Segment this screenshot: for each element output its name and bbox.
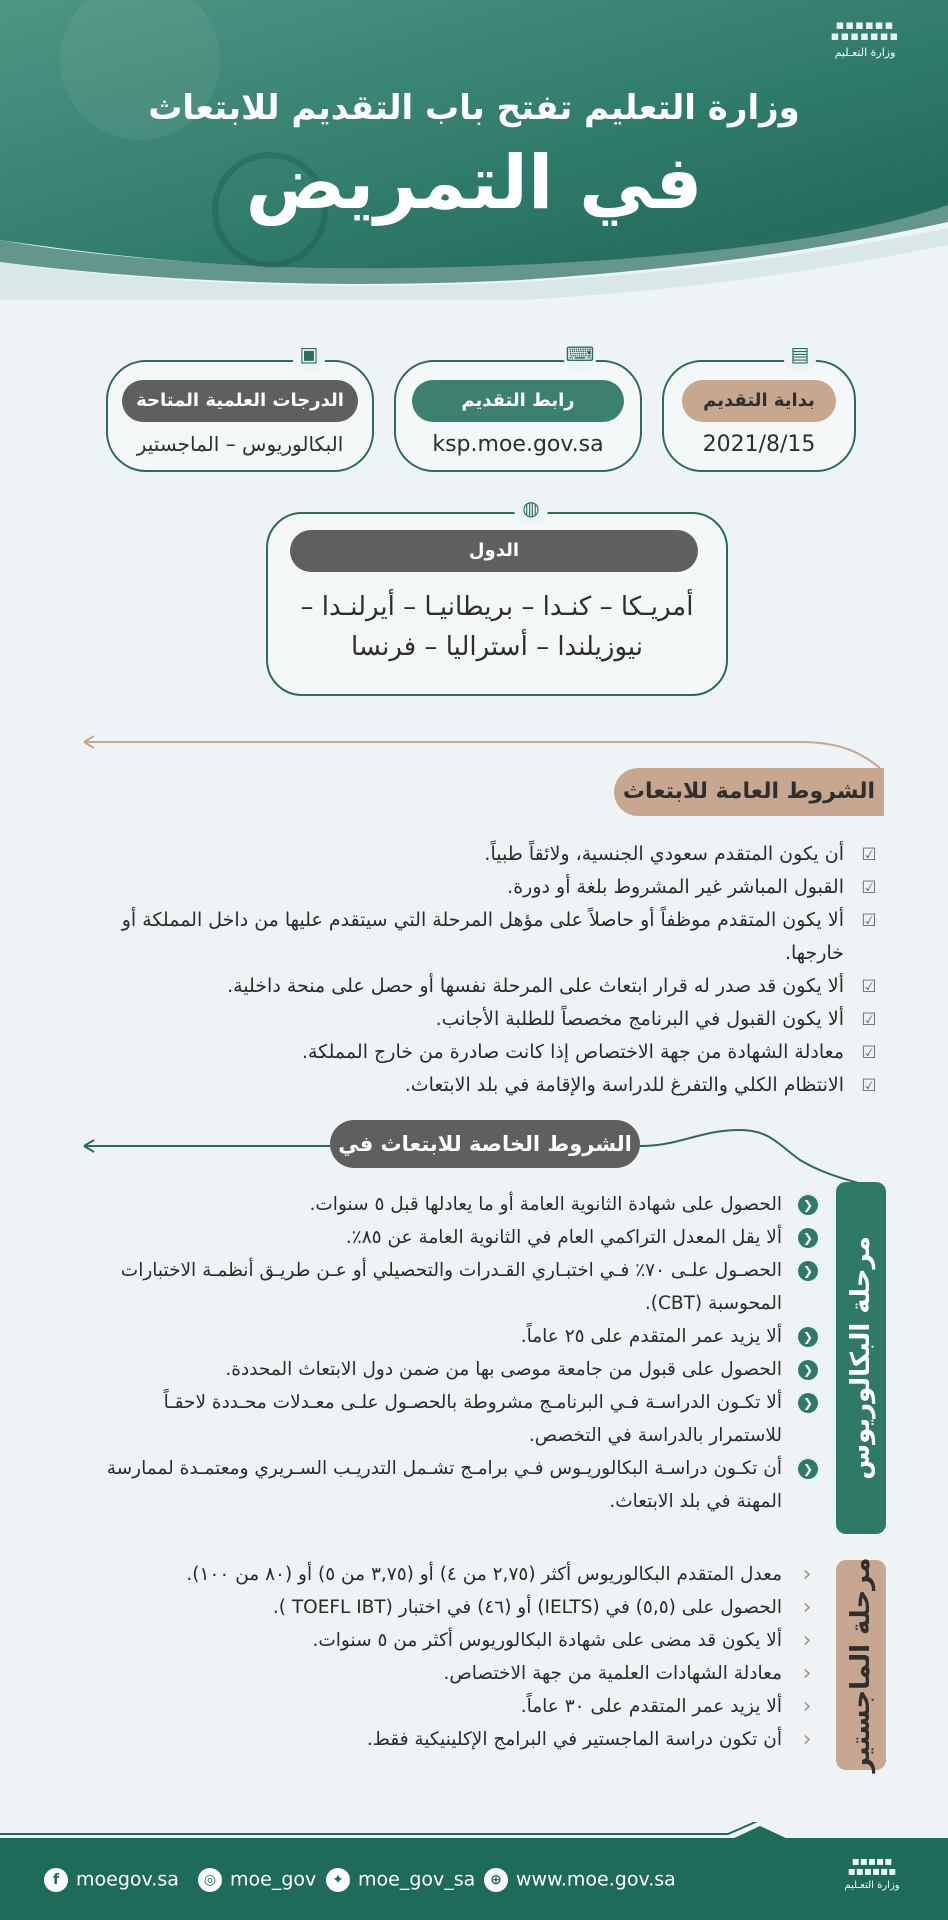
chevron-left-icon: ‹ [802,1661,812,1686]
check-icon: ☑ [861,1043,877,1063]
chevron-circle-icon: ❮ [798,1327,818,1347]
start-date-card [662,360,856,472]
logo-dots-icon: ▪▪▪▪▪ ▪▪▪▪▪▪ [847,1854,897,1878]
chevron-circle-icon: ❮ [798,1195,818,1215]
ministry-logo [820,20,910,59]
chevron-circle-icon: ❮ [798,1459,818,1479]
special-conditions-title: الشروط الخاصة للابتعاث في [330,1120,640,1168]
check-icon: ☑ [861,878,877,898]
instagram-icon: ◎ [198,1868,222,1892]
general-conditions-list [90,838,880,1102]
chevron-left-icon: ‹ [802,1727,812,1752]
list-item: ‹ الحصول على (٥,٥) في (IELTS) أو (٤٦) في اختبار (TOEFL IBT ). [96,1591,818,1624]
bachelor-conditions-list [96,1188,818,1518]
list-item: ❮ الحصول على قبول من جامعة موصى بها من ضمن دول الابتعاث المحددة. [96,1353,818,1386]
globe-icon: ⊕ [484,1868,508,1892]
degrees-value: البكالوريوس – الماجستير [136,432,344,456]
list-item: ☑ ألا يكون المتقدم موظفاً أو حاصلاً على مؤهل المرحلة التي سيتقدم عليها من داخل المملكة أو خارجها. [90,904,880,970]
countries-label: الدول [290,530,698,572]
countries-card [266,512,728,696]
check-icon: ☑ [861,845,877,865]
section-divider-general [0,712,948,772]
facebook-icon: f [44,1868,68,1892]
footer-ministry-logo [832,1856,912,1891]
list-item: ☑ ألا يكون قد صدر له قرار ابتعاث على المرحلة نفسها أو حصل على منحة داخلية. [90,970,880,1003]
apply-link-label: رابط التقديم [412,380,624,422]
list-item: ‹ معدل المتقدم البكالوريوس أكثر (٢,٧٥ من ٤) أو (٣,٧٥ من ٥) أو (٨٠ من ١٠٠). [96,1558,818,1591]
list-item: ☑ معادلة الشهادة من جهة الاختصاص إذا كانت صادرة من خارج المملكة. [90,1036,880,1069]
list-item: ‹ أن تكون دراسة الماجستير في البرامج الإكلينيكية فقط. [96,1723,818,1756]
countries-line-1: أمريـكا – كنـدا – بريطانيـا – أيرلنـدا – [300,592,694,622]
chevron-left-icon: ‹ [802,1628,812,1653]
degrees-card [106,360,374,472]
check-icon: ☑ [861,911,877,931]
footer [0,1838,948,1920]
list-item: ❮ الحصـول علـى ٧٠٪ فـي اختبـاري القـدرات والتحصيلي أو عـن طريـق أنظمـة الاختبارات المحوسبة (CBT). [96,1254,818,1320]
facebook-link[interactable]: f moegov.sa [44,1868,179,1892]
header-title: وزارة التعليم تفتح باب التقديم للابتعاث [148,88,800,128]
master-conditions-list [96,1558,818,1756]
chevron-circle-icon: ❮ [798,1228,818,1248]
chevron-left-icon: ‹ [802,1595,812,1620]
master-stage-tab: مرحلة الماجستير [836,1560,886,1770]
list-item: ☑ أن يكون المتقدم سعودي الجنسية، ولائقاً طبياً. [90,838,880,871]
check-icon: ☑ [861,1010,877,1030]
list-item: ❮ أن تكـون دراسـة البكالوريـوس فـي برامـج تشـمل التدريـب السـريري ومعتمـدة لممارسة المهنة في بلد الابتعاث. [96,1452,818,1518]
chevron-circle-icon: ❮ [798,1393,818,1413]
globe-icon: ◍ [514,492,548,526]
check-icon: ☑ [861,977,877,997]
list-item: ☑ القبول المباشر غير المشروط بلغة أو دورة. [90,871,880,904]
logo-dots-icon: ▪▪▪▪▪▪ ▪▪▪▪▪▪▪ [830,18,900,44]
chevron-left-icon: ‹ [802,1694,812,1719]
certificate-icon: ▣ [292,338,326,372]
list-item: ‹ معادلة الشهادات العلمية من جهة الاختصاص. [96,1657,818,1690]
list-item: ❮ ألا تكـون الدراسـة فـي البرنامـج مشروطة بالحصـول علـى معـدلات محـددة لاحقـاً للاستمرار بالدراسة في التخصص. [96,1386,818,1452]
list-item: ❮ الحصول على شهادة الثانوية العامة أو ما يعادلها قبل ٥ سنوات. [96,1188,818,1221]
start-date-value: 2021/8/15 [702,432,816,457]
logo-text: وزارة التعـليم [834,46,896,59]
website-link[interactable]: ⊕ www.moe.gov.sa [484,1868,676,1892]
list-item: ☑ الانتظام الكلي والتفرغ للدراسة والإقامة في بلد الابتعاث. [90,1069,880,1102]
countries-line-2: نيوزيلندا – أستراليا – فرنسا [351,632,643,662]
instagram-link[interactable]: ◎ moe_gov [198,1868,316,1892]
twitter-icon: ✦ [326,1868,350,1892]
web-cursor-icon: ⌨ [563,338,597,372]
list-item: ❮ ألا يزيد عمر المتقدم على ٢٥ عاماً. [96,1320,818,1353]
header-banner [0,0,948,300]
chevron-left-icon: ‹ [802,1562,812,1587]
twitter-link[interactable]: ✦ moe_gov_sa [326,1868,475,1892]
chevron-circle-icon: ❮ [798,1360,818,1380]
list-item: ☑ ألا يكون القبول في البرنامج مخصصاً للطلبة الأجانب. [90,1003,880,1036]
apply-link-value[interactable]: ksp.moe.gov.sa [432,432,604,457]
footer-logo-text: وزارة التعـليم [844,1880,900,1891]
general-conditions-title: الشروط العامة للابتعاث [614,768,884,816]
degrees-label: الدرجات العلمية المتاحة [122,380,358,422]
list-item: ❮ ألا يقل المعدل التراكمي العام في الثانوية العامة عن ٨٥٪. [96,1221,818,1254]
chevron-circle-icon: ❮ [798,1261,818,1281]
apply-link-card [394,360,642,472]
start-date-label: بداية التقديم [682,380,836,422]
header-main-title: في التمريض [245,140,703,226]
document-icon: ▤ [783,338,817,372]
bachelor-stage-tab: مرحلة البكالوريوس [836,1182,886,1534]
list-item: ‹ ألا يزيد عمر المتقدم على ٣٠ عاماً. [96,1690,818,1723]
list-item: ‹ ألا يكون قد مضى على شهادة البكالوريوس أكثر من ٥ سنوات. [96,1624,818,1657]
check-icon: ☑ [861,1076,877,1096]
